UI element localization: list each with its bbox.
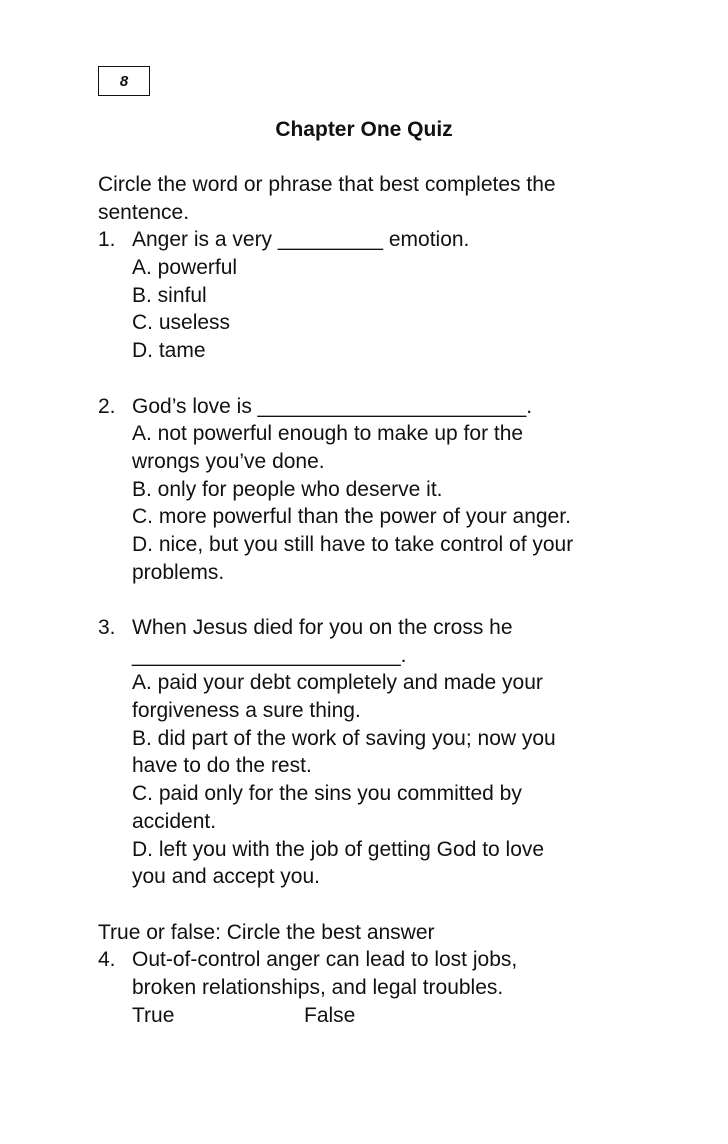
question-2	[98, 393, 658, 421]
answer-option-continued: forgiveness a sure thing.	[132, 699, 361, 723]
instructions-line-2: sentence.	[98, 200, 190, 224]
instructions-line-1: Circle the word or phrase that best completes the	[98, 173, 556, 196]
answer-option: B. only for people who deserve it.	[132, 477, 443, 501]
spacer	[98, 891, 658, 919]
question-4	[98, 946, 658, 974]
answer-option-continued: have to do the rest.	[132, 754, 312, 778]
question-number: 1.	[98, 228, 116, 252]
page-number: 8	[98, 66, 150, 96]
spacer	[98, 365, 658, 393]
answer-option: D. nice, but you still have to take control of your	[132, 532, 574, 556]
true-false-heading: True or false: Circle the best answer	[98, 920, 435, 944]
answer-option: A. paid your debt completely and made your	[132, 671, 543, 695]
question-1	[98, 226, 658, 254]
true-choice[interactable]: True	[132, 1003, 175, 1027]
answer-option: C. paid only for the sins you committed by	[132, 782, 522, 806]
question-text: Out-of-control anger can lead to lost jobs,	[132, 948, 518, 972]
question-text: Anger is a very _________ emotion.	[132, 228, 470, 252]
answer-option: C. more powerful than the power of your anger.	[132, 505, 571, 529]
answer-option-continued: accident.	[132, 809, 217, 833]
quiz-content	[98, 171, 658, 1029]
question-3	[98, 614, 658, 642]
answer-option-continued: wrongs you’ve done.	[132, 449, 325, 473]
answer-option: B. did part of the work of saving you; now you	[132, 726, 556, 750]
true-false-choices	[98, 1002, 658, 1030]
false-choice[interactable]: False	[304, 1003, 356, 1027]
answer-option: D. left you with the job of getting God to love	[132, 837, 545, 861]
spacer	[98, 586, 658, 614]
question-text: When Jesus died for you on the cross he	[132, 616, 513, 640]
question-text: God’s love is _______________________.	[132, 394, 533, 418]
question-number: 4.	[98, 948, 116, 972]
question-number: 2.	[98, 394, 116, 418]
answer-option: A. not powerful enough to make up for the	[132, 422, 524, 446]
page-title: Chapter One Quiz	[275, 118, 453, 141]
question-text-continued: broken relationships, and legal troubles.	[132, 976, 504, 999]
answer-option-continued: problems.	[132, 560, 225, 584]
answer-option-continued: you and accept you.	[132, 865, 320, 889]
answer-option: C. useless	[132, 311, 231, 335]
answer-option: A. powerful	[132, 256, 238, 280]
answer-blank: _______________________.	[132, 643, 407, 667]
question-number: 3.	[98, 616, 116, 640]
answer-option: B. sinful	[132, 283, 207, 307]
answer-option: D. tame	[132, 339, 206, 363]
